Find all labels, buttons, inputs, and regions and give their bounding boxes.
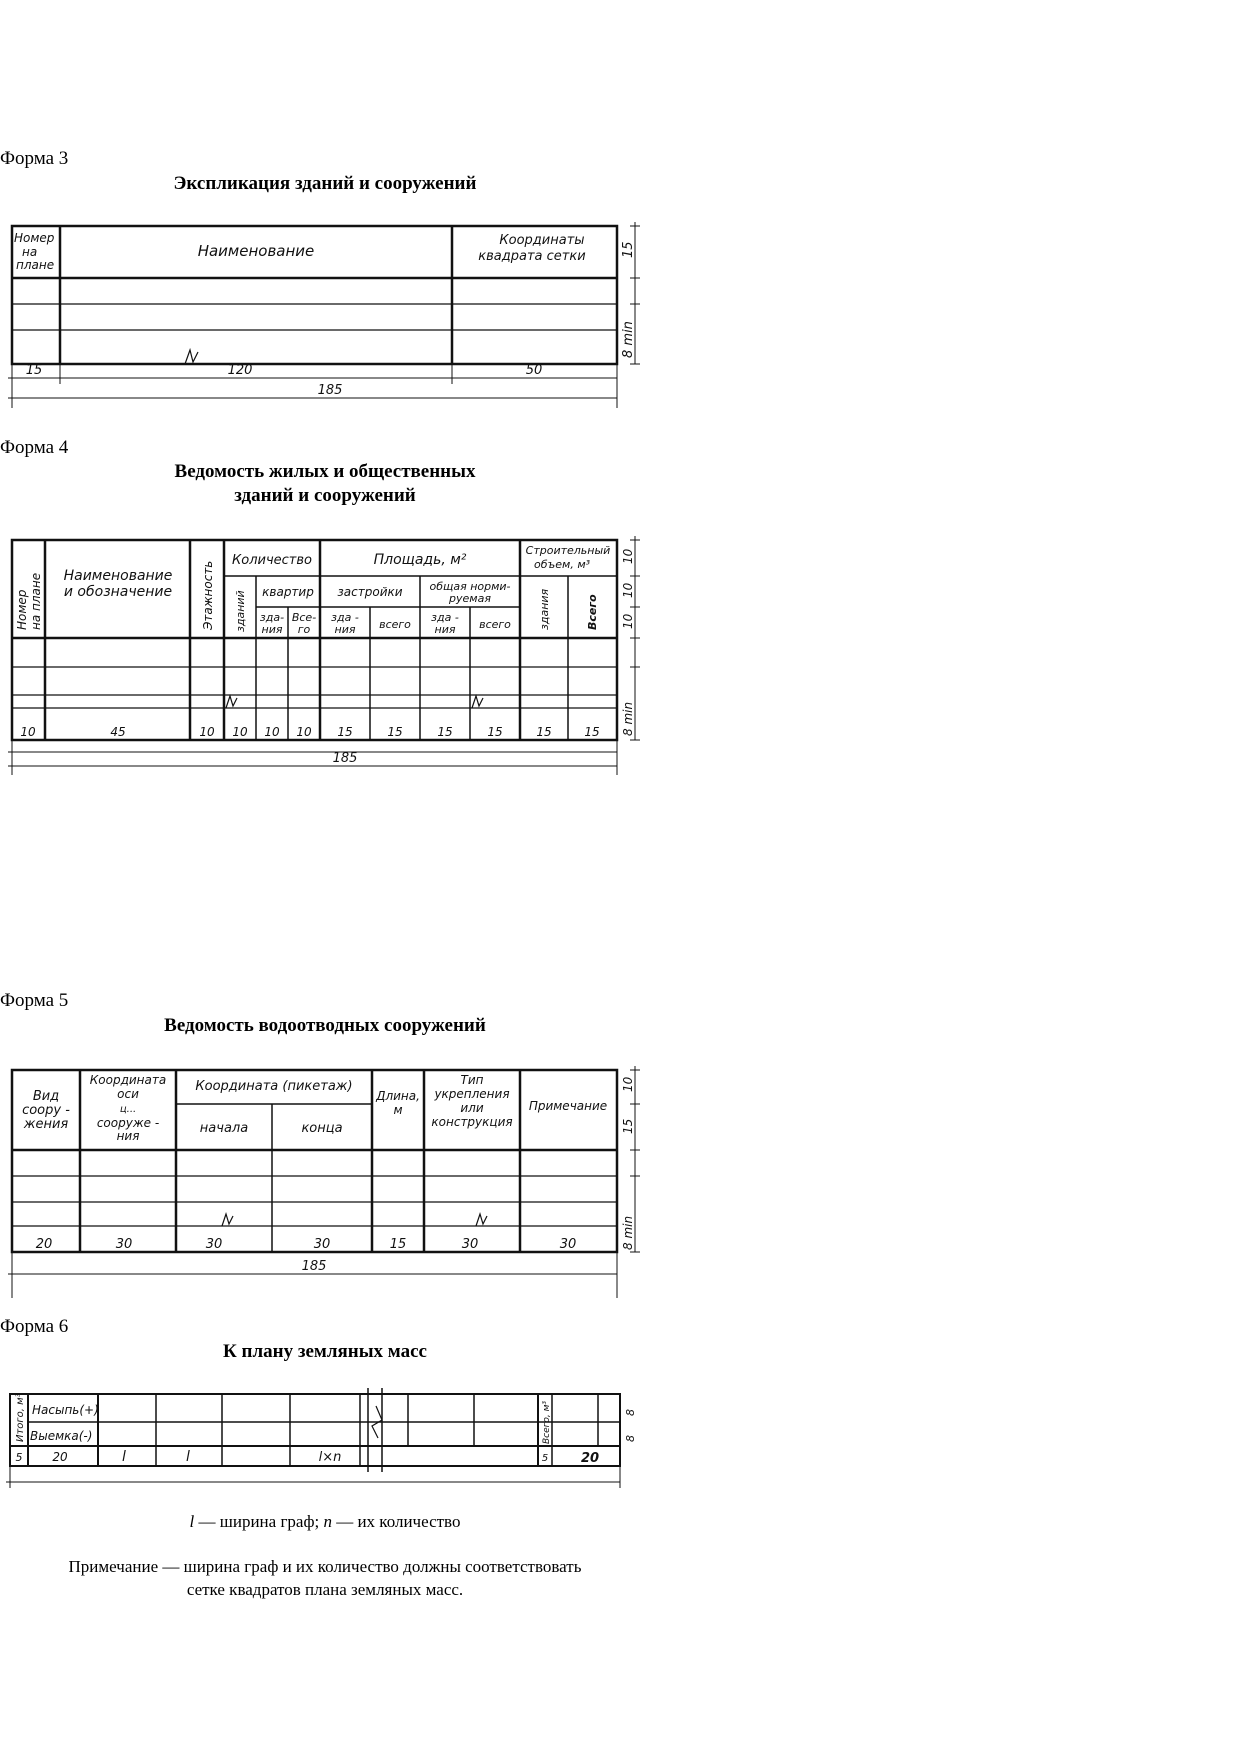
form6-title: К плану земляных масс — [223, 1341, 427, 1362]
form3-header-num-2: на — [22, 245, 38, 259]
form3-dim-c1: 15 — [25, 363, 43, 378]
form4-dim-c12: 15 — [584, 725, 600, 739]
form3-drawing — [0, 218, 650, 408]
form4-label: Форма 4 — [0, 437, 69, 458]
form5-header-type-2: соору - — [22, 1103, 70, 1118]
form6-row-itogo: Итого, м³ — [15, 1393, 26, 1442]
form5-header-start: начала — [199, 1121, 249, 1136]
form4-header-area-total-b2: ния — [434, 623, 456, 636]
form3-header-coords-1: Координаты — [499, 233, 585, 248]
form6-row-cut: Выемка(-) — [30, 1429, 93, 1443]
form3-label: Форма 3 — [0, 148, 69, 169]
form5-header-end: конца — [301, 1121, 343, 1136]
form3-dim-header-h: 15 — [621, 241, 636, 258]
caption-l-text: — ширина граф; — [194, 1512, 324, 1531]
note-line-2: сетке квадратов плана земляных масс. — [186, 1580, 464, 1599]
form4-header-qty-apts: квартир — [262, 585, 314, 599]
caption-n-text: — их количество — [331, 1512, 461, 1531]
form3-header-name: Наименование — [197, 242, 315, 260]
form4-header-area-total-total: всего — [479, 618, 511, 631]
form6-dim-c-end1: 5 — [541, 1453, 549, 1464]
form6-dim-c1: 5 — [15, 1451, 23, 1464]
form4-header-area-built: застройки — [337, 585, 403, 599]
form5-header-reinforce-3: или — [460, 1101, 484, 1115]
caption-n-symbol: n — [323, 1512, 332, 1531]
form5-header-axis-4: сооруже - — [96, 1116, 160, 1130]
form6-row-vsego: Всего, м³ — [542, 1400, 552, 1444]
form4-header-volume-building: здания — [538, 588, 551, 630]
form4-header-qty-apts-b1: зда- — [259, 611, 285, 624]
form4-dim-c5: 10 — [264, 725, 280, 739]
form4-header-floors: Этажность — [201, 560, 215, 630]
form4-dim-c1: 10 — [20, 725, 36, 739]
form4-header-num-1: Номер — [15, 589, 29, 630]
form4-header-qty-apts-b2: ния — [261, 623, 283, 636]
form4-dim-c8: 15 — [387, 725, 403, 739]
form4-header-area-built-b2: ния — [334, 623, 356, 636]
form5-dim-c3: 30 — [205, 1237, 223, 1252]
form6-dim-l1: l — [122, 1449, 126, 1465]
form3-dim-c3: 50 — [525, 363, 543, 378]
form5-dim-total: 185 — [301, 1259, 327, 1274]
form4-title-line2: зданий и сооружений — [234, 485, 416, 506]
form3-dim-total: 185 — [317, 383, 343, 398]
form4-drawing — [0, 530, 650, 775]
form4-header-name-2: и обозначение — [63, 584, 173, 600]
form5-label: Форма 5 — [0, 990, 69, 1011]
form4-dim-c3: 10 — [199, 725, 215, 739]
form5-header-type-1: Вид — [32, 1089, 60, 1104]
form4-header-area-total-1: общая норми- — [429, 580, 511, 593]
form3-dim-c2: 120 — [227, 363, 253, 378]
form4-header-area-built-b1: зда - — [331, 611, 359, 624]
form4-header-qty: Количество — [232, 553, 312, 568]
form6-caption — [60, 1512, 590, 1532]
form5-header-length-2: м — [393, 1103, 403, 1117]
form3-header-coords-2: квадрата сетки — [478, 249, 586, 264]
form4-header-volume-1: Строительный — [525, 544, 611, 557]
form4-dim-c4: 10 — [232, 725, 248, 739]
form5-dim-c7: 30 — [559, 1237, 577, 1252]
form5-header-remark: Примечание — [528, 1099, 608, 1113]
form6-dim-h2: 8 — [624, 1435, 637, 1442]
form4-dim-c10: 15 — [487, 725, 503, 739]
form6-note — [10, 1555, 640, 1601]
form5-dim-c4: 30 — [313, 1237, 331, 1252]
form5-header-axis-2: оси — [117, 1087, 139, 1101]
form4-header-qty-buildings: зданий — [234, 590, 247, 632]
form4-title-line1: Ведомость жилых и общественных — [174, 461, 476, 482]
form5-header-axis-1: Координата — [89, 1073, 167, 1087]
form6-row-fill: Насыпь(+) — [32, 1403, 99, 1417]
form3-title: Экспликация зданий и сооружений — [173, 173, 477, 194]
form5-dim-h2: 15 — [621, 1118, 635, 1134]
form5-dim-row-h: 8 min — [621, 1215, 635, 1250]
form4-dim-c7: 15 — [337, 725, 353, 739]
form5-dim-c5: 15 — [389, 1237, 407, 1252]
form5-drawing — [0, 1058, 650, 1298]
form6-dim-c-end2: 20 — [580, 1451, 600, 1466]
form5-header-reinforce-2: укрепления — [434, 1087, 510, 1101]
form4-dim-c11: 15 — [536, 725, 552, 739]
form4-header-volume-total: Всего — [586, 594, 599, 630]
form4-header-area-built-total: всего — [379, 618, 411, 631]
form5-dim-h1: 10 — [621, 1076, 635, 1092]
form4-header-qty-apts-t2: го — [297, 623, 311, 636]
form5-header-reinforce-4: конструкция — [431, 1115, 513, 1129]
form6-dim-c2: 20 — [52, 1450, 68, 1464]
form4-header-volume-2: объем, м³ — [533, 558, 591, 571]
form6-frame — [10, 1394, 620, 1466]
form6-dim-h1: 8 — [624, 1409, 637, 1416]
form4-dim-total: 185 — [332, 751, 358, 766]
form3-header-num-3: плане — [16, 258, 55, 272]
caption-l-symbol: l — [189, 1512, 195, 1531]
form4-header-area-total-2: руемая — [449, 592, 491, 605]
form5-header-length-1: Длина, — [376, 1089, 420, 1103]
form5-dim-c6: 30 — [461, 1237, 479, 1252]
form5-header-type-3: жения — [23, 1117, 69, 1132]
form5-header-picket: Координата (пикетаж) — [195, 1079, 353, 1094]
note-line-1: Примечание — ширина граф и их количество должны соответствовать — [68, 1557, 582, 1576]
form6-dim-lxn: l×n — [318, 1450, 342, 1465]
form4-dim-row-h: 8 min — [621, 701, 635, 736]
form6-dim-l2: l — [186, 1449, 190, 1465]
form5-frame — [12, 1070, 617, 1252]
form4-header-area-total-b1: зда - — [431, 611, 459, 624]
form4-dim-c6: 10 — [296, 725, 312, 739]
form3-header-num-1: Номер — [14, 231, 55, 245]
form4-dim-h2: 10 — [621, 582, 635, 598]
form6-drawing — [0, 1386, 650, 1501]
form4-dim-h1: 10 — [621, 548, 635, 564]
form4-header-num-2: на плане — [29, 572, 43, 630]
form5-header-axis-5: ния — [116, 1129, 140, 1143]
form4-dim-c2: 45 — [110, 725, 126, 739]
form5-header-reinforce-1: Тип — [460, 1073, 484, 1087]
form4-dim-c9: 15 — [437, 725, 453, 739]
form5-dim-c1: 20 — [35, 1237, 53, 1252]
form3-dim-row-h: 8 min — [621, 321, 636, 358]
form4-dim-h3: 10 — [621, 613, 635, 629]
form5-title: Ведомость водоотводных сооружений — [164, 1015, 486, 1036]
form4-header-qty-apts-t1: Все- — [291, 611, 317, 624]
form4-header-name-1: Наименование — [63, 568, 173, 584]
form6-label: Форма 6 — [0, 1316, 69, 1337]
form5-dim-c2: 30 — [115, 1237, 133, 1252]
form5-header-axis-3: ц... — [119, 1104, 137, 1115]
form4-header-area: Площадь, м² — [373, 552, 467, 568]
